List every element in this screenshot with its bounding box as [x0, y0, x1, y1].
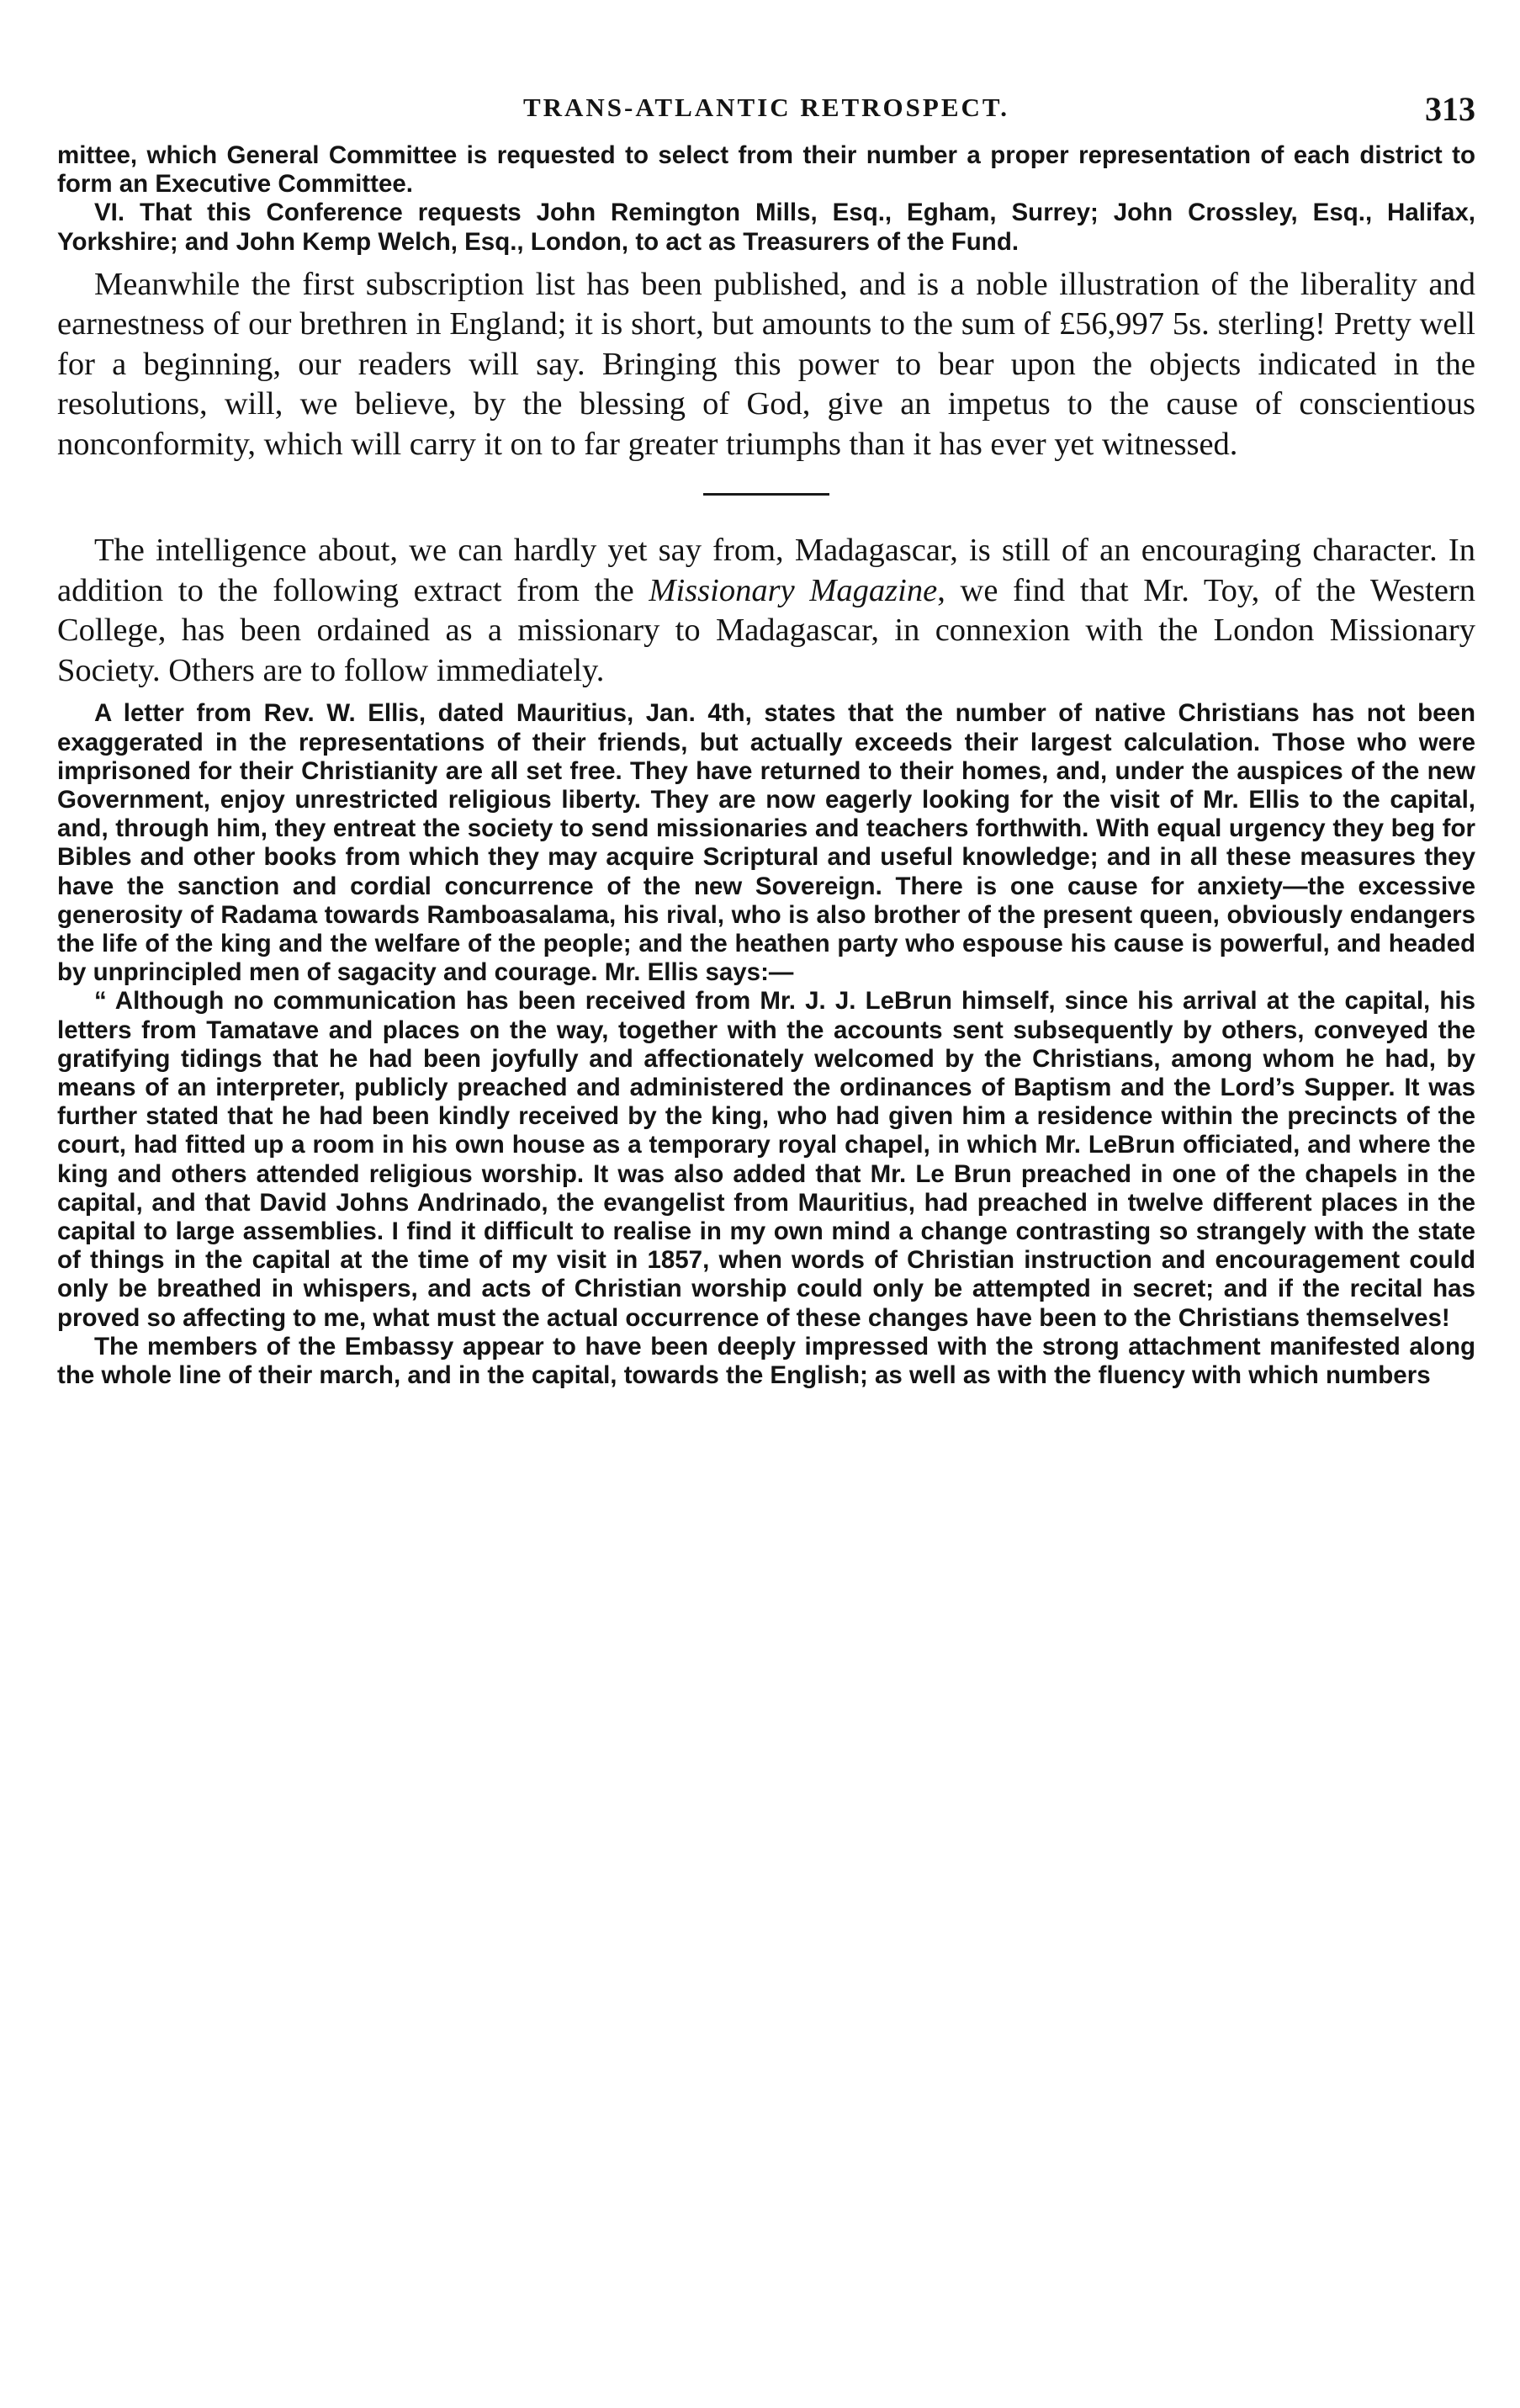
subscription-paragraph: Meanwhile the first subscription list has been published, and is a noble illustration of the liberality and earnestness of our brethren in England; it is short, but amounts to the sum of £56,997 5s. sterling! Pretty well for a beginning, our readers will say. Bringing this power to bear upon the objects indicated in the resolutions, will, we believe, by the blessing of God, give an impetus to the cause of conscientious nonconformity, which will carry it on to far greater triumphs than it has ever yet witnessed.	[57, 266, 1475, 462]
embassy-paragraph: The members of the Embassy appear to have been deeply impressed with the strong attachment manifested along the whole line of their march, and in the capital, towards the English; as well as with the fluency with which numbers	[57, 1332, 1475, 1389]
intro-text-end: , we find that Mr. Toy, of the Western College, has been ordained as a missionary to Madagascar, in connexion with the London Missionary Society. Others are to follow immediately.	[57, 572, 1475, 688]
running-title: TRANS-ATLANTIC RETROSPECT.	[522, 93, 1010, 122]
resolution-vi: VI. That this Conference requests John Remington Mills, Esq., Egham, Surrey; John Crossley, Esq., Halifax, Yorkshire; and John Kemp Welch, Esq., London, to act as Treasurers of the Fund.	[57, 199, 1475, 256]
section-divider	[703, 493, 829, 496]
book-page	[57, 93, 1475, 2381]
madagascar-intro	[57, 531, 1475, 691]
intro-text-start: The intelligence about, we can hardly yet say from, Madagascar, is still of an encouraging character. In addition to the following extract from the	[57, 533, 1475, 608]
ellis-letter-paragraph: A letter from Rev. W. Ellis, dated Mauritius, Jan. 4th, states that the number of native Christians has not been exaggerated in the representations of their friends, but actually exceeds their largest calculation. Those who were imprisoned for their Christianity are all set free. They have returned to their homes, and, under the auspices of the new Government, enjoy unrestricted religious liberty. They are now eagerly looking for the visit of Mr. Ellis to the capital, and, through him, they entreat the society to send missionaries and teachers forthwith. With equal urgency they beg for Bibles and other books from which they may acquire Scriptural and useful knowledge; and in all these measures they have the sanction and cordial concurrence of the new Sovereign. There is one cause for anxiety—the excessive generosity of Radama towards Ramboasalama, his rival, who is also brother of the present queen, obviously endangers the life of the king and the welfare of the people; and the heathen party who espouse his cause is powerful, and headed by unprincipled men of sagacity and courage. Mr. Ellis says:—	[57, 699, 1475, 987]
missionary-magazine-title: Missionary Magazine	[649, 572, 938, 608]
page-number: 313	[1425, 93, 1475, 128]
ellis-quote-paragraph: “ Although no communication has been received from Mr. J. J. LeBrun himself, since his arrival at the capital, his letters from Tamatave and places on the way, together with the accounts sent subsequently by others, conveyed the gratifying tidings that he had been joyfully and affectionately welcomed by the Christians, among whom he had, by means of an interpreter, publicly preached and administered the ordinances of Baptism and the Lord’s Supper. It was further stated that he had been kindly received by the king, who had given him a residence within the precincts of the court, had fitted up a room in his own house as a temporary royal chapel, in which Mr. LeBrun officiated, and where the king and others attended religious worship. It was also added that Mr. Le Brun preached in one of the chapels in the capital, and that David Johns Andrinado, the evangelist from Mauritius, had preached in twelve different places in the capital to large assemblies. I find it difficult to realise in my own mind a change contrasting so strangely with the state of things in the capital at the time of my visit in 1857, when words of Christian instruction and encouragement could only be breathed in whispers, and acts of Christian worship could only be attempted in secret; and if the recital has proved so affecting to me, what must the actual occurrence of these changes have been to the Christians themselves!	[57, 987, 1475, 1332]
resolution-continuation: mittee, which General Committee is requested to select from their number a proper representation of each district to form an Executive Committee.	[57, 141, 1475, 199]
running-header	[57, 93, 1475, 141]
